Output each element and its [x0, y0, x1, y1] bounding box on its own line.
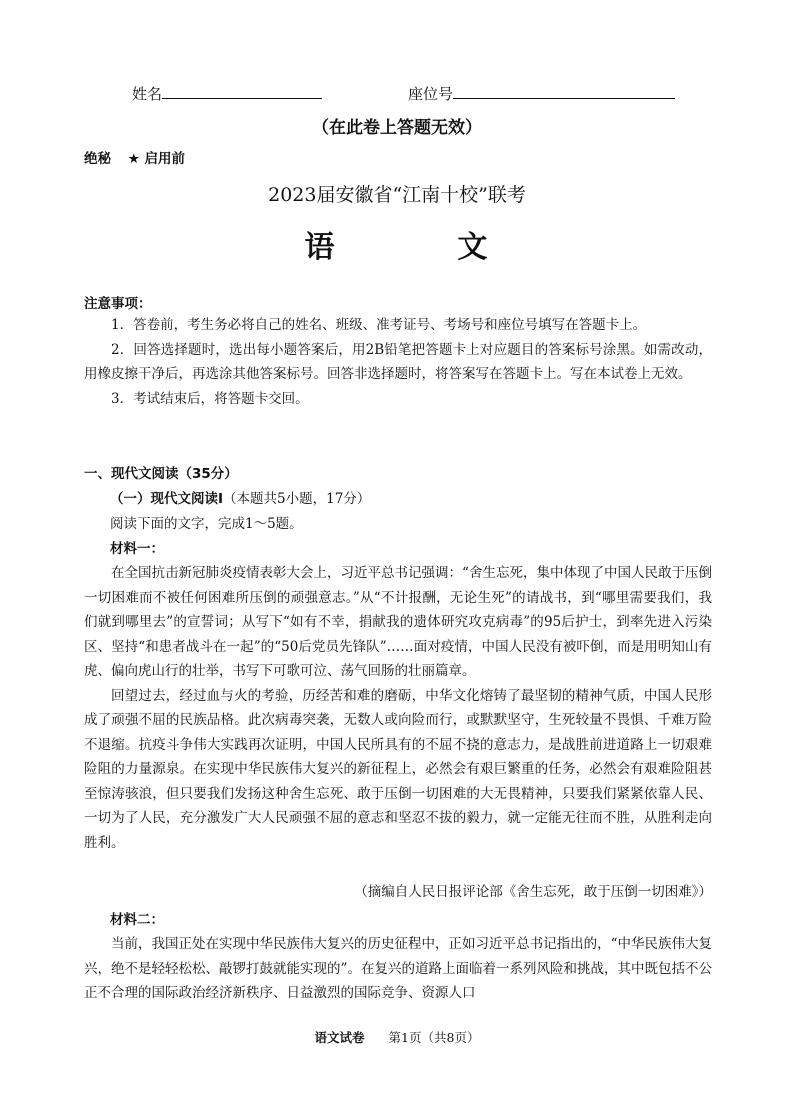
subject-text: 语 文: [304, 230, 490, 265]
secret-label: 绝秘: [84, 151, 111, 167]
material1-label: 材料一：: [110, 541, 164, 557]
section-heading: 一、现代文阅读（35分）: [84, 466, 238, 482]
exam-title: 2023届安徽省“江南十校”联考: [268, 184, 526, 206]
footer-paper: 语文试卷: [314, 1030, 365, 1045]
subsection-rest: （本题共5小题，17分）: [223, 491, 371, 507]
invalid-notice: （在此卷上答题无效）: [312, 118, 482, 138]
subject-title: [0, 222, 794, 266]
notes-list: [84, 313, 712, 411]
secret-line: [84, 147, 185, 167]
subsection-bold: （一）现代文阅读Ⅰ: [110, 491, 224, 507]
notes-heading: 注意事项：: [84, 296, 152, 312]
material2-body: [84, 932, 712, 1006]
name-field: [132, 83, 322, 104]
material2-label: 材料二：: [110, 912, 164, 928]
material1-source: （摘编自人民日报评论部《舍生忘死，敢于压倒一切困难》）: [354, 884, 712, 900]
footer-page: 第1页（共8页）: [388, 1030, 480, 1045]
subsection-heading: [110, 487, 370, 507]
name-underline: [162, 84, 322, 99]
material1-paragraph-2: 回望过去，经过血与火的考验，历经苦和难的磨砺，中华文化熔铸了最坚韧的精神气质，中国人民形成了顽强不屈的民族品格。此次病毒突袭，无数人或向险而行，或默默坚守，生死较量不畏惧、千难万险不退缩。抗疫斗争伟大实践再次证明，中国人民所具有的不屈不挠的意志力，是战胜前进道路上一切艰难险阻的力量源泉。在实现中华民族伟大复兴的新征程上，必然会有艰巨繁重的任务，必然会有艰难险阻甚至惊涛骇浪，但只要我们发扬这种舍生忘死、敢于压倒一切困难的大无畏精神，只要我们紧紧依靠人民、一切为了人民，充分激发广大人民顽强不屈的意志和坚忍不拔的毅力，就一定能无往而不胜，从胜利走向胜利。: [84, 687, 712, 851]
material2-paragraph-1: 当前，我国正处在实现中华民族伟大复兴的历史征程中，正如习近平总书记指出的，“中华民族伟大复兴，绝不是轻轻松松、敲锣打鼓就能实现的”。在复兴的道路上面临着一系列风险和挑战，其中既包括不公正不合理的国际政治经济新秩序、日益激烈的国际竞争、资源人口: [84, 936, 712, 1001]
material1-body: [84, 561, 712, 855]
seat-field: [408, 83, 675, 104]
material1-paragraph-1: 在全国抗击新冠肺炎疫情表彰大会上，习近平总书记强调：“舍生忘死，集中体现了中国人民敢于压倒一切困难而不被任何困难所压倒的顽强意志。”从“不计报酬，无论生死”的请战书，到“哪里需要我们，我们就到哪里去”的宣誓词；从写下“如有不幸，捐献我的遗体研究攻克病毒”的95后护士，到率先进入污染区、坚持“和患者战斗在一起”的“50后党员先锋队”……面对疫情，中国人民没有被吓倒，而是用明知山有虎、偏向虎山行的壮举，书写下可歌可泣、荡气回肠的壮丽篇章。: [84, 565, 712, 679]
seat-label: 座位号: [408, 85, 454, 103]
note-item-3: 3．考试结束后，将答题卡交回。: [111, 390, 309, 407]
star-icon: ★: [127, 151, 140, 167]
instruction: 阅读下面的文字，完成1～5题。: [110, 516, 303, 532]
enable-label: 启用前: [144, 151, 186, 167]
note-item-1: 1．答卷前，考生务必将自己的姓名、班级、准考证号、考场号和座位号填写在答题卡上。: [111, 317, 647, 333]
name-label: 姓名: [132, 85, 163, 103]
seat-underline: [453, 84, 675, 99]
footer: [0, 1028, 794, 1046]
note-item-2: 2．回答选择题时，选出每小题答案后，用2B铅笔把答题卡上对应题目的答案标号涂黑。如需改动，用橡皮擦干净后，再选涂其他答案标号。回答非选择题时，将答案写在答题卡上。写在本试卷上无效。: [84, 341, 712, 382]
